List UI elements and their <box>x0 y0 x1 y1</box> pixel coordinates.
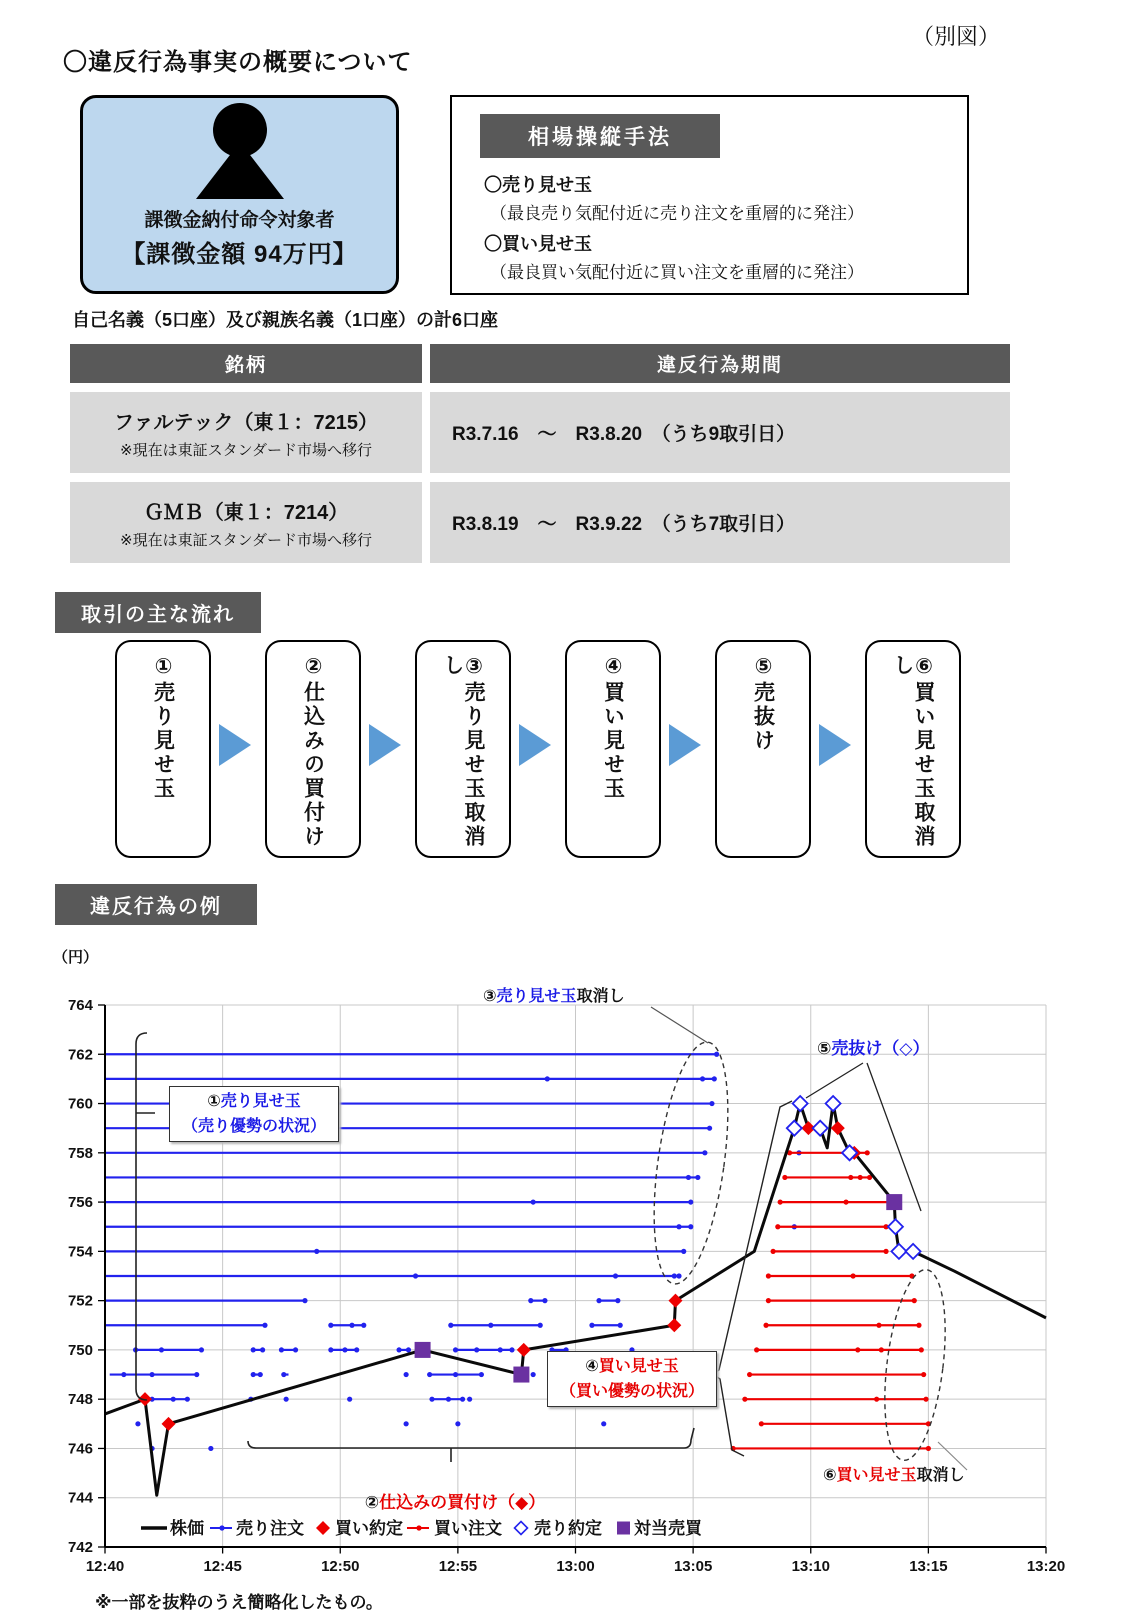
annotation-sell-layer <box>169 1086 339 1142</box>
annotation-num: ① <box>207 1093 221 1110</box>
flow-step-label: 買い見せ玉 <box>601 681 625 801</box>
sell-exec-icon <box>515 1522 528 1535</box>
brace-sell-layer <box>136 1033 155 1400</box>
legend-label: 売り注文 <box>236 1519 304 1538</box>
annotation-num: ④ <box>585 1358 599 1375</box>
x-tick-label: 12:45 <box>203 1558 242 1575</box>
cross-trade-icon <box>617 1522 630 1535</box>
flow-step-4 <box>565 640 661 858</box>
sell-execution-marker <box>826 1096 841 1111</box>
flow-step-label: 売り見せ玉 <box>151 681 175 801</box>
person-icon <box>170 98 310 203</box>
flow-step-label: 仕込みの買付け <box>301 681 325 849</box>
ellipse-cancel-sell <box>641 1038 740 1289</box>
method-items <box>484 165 954 283</box>
sell-execution-marker <box>888 1219 903 1234</box>
flow-step-5 <box>715 640 811 858</box>
flow-step-num: ② <box>301 654 325 681</box>
subject-label: 課徴金納付命令対象者 <box>144 210 335 231</box>
annotation-text: （売り優勢の状況） <box>181 1118 326 1135</box>
y-tick-label: 750 <box>67 1341 93 1359</box>
y-tick-label: 754 <box>67 1243 93 1261</box>
y-tick-label: 756 <box>67 1194 93 1212</box>
x-tick-label: 12:50 <box>321 1558 360 1575</box>
method-item-desc: （最良買い気配付近に買い注文を重層的に発注） <box>490 263 864 282</box>
legend-label: 売り約定 <box>534 1519 602 1538</box>
stock-name: ＧＭＢ（東１：7214） <box>143 501 349 524</box>
x-tick-label: 13:15 <box>909 1558 948 1575</box>
sell-execution-marker <box>793 1096 808 1111</box>
annotation-num: ③ <box>483 988 497 1005</box>
flow-step-num: ⑥ <box>912 654 935 681</box>
footnote: ※一部を抜粋のうえ簡略化したもの。 <box>95 1593 383 1612</box>
flow-step-6 <box>865 640 961 858</box>
annotation-cancel-sell <box>483 983 625 1006</box>
y-tick-label: 758 <box>67 1144 93 1162</box>
buy-execution-marker <box>831 1121 845 1135</box>
flow-step-2 <box>265 640 361 858</box>
x-tick-label: 12:40 <box>85 1558 125 1575</box>
chart-markers <box>138 1096 921 1431</box>
sell-execution-marker <box>906 1244 921 1259</box>
cross-trade-marker <box>513 1367 529 1383</box>
legend-label: 買い注文 <box>434 1519 502 1538</box>
x-tick-label: 13:05 <box>673 1558 713 1575</box>
x-tick-label: 13:20 <box>1026 1558 1066 1575</box>
cross-trade-marker <box>415 1342 431 1358</box>
ellipse-cancel-buy <box>876 1266 955 1463</box>
stock-note: ※現在は東証スタンダード市場へ移行 <box>120 441 372 459</box>
buy-execution-marker <box>667 1318 681 1332</box>
flow-arrow-icon <box>669 724 701 766</box>
annotation-text: 売り見せ玉 <box>220 1093 301 1110</box>
flow-step-num: ① <box>151 654 175 681</box>
subject-amount: 【課徴金額 94万円】 <box>121 241 358 268</box>
x-tick-label: 13:10 <box>791 1558 830 1575</box>
annotation-text: 売抜け（◇） <box>831 1039 930 1058</box>
annotation-text: 買い見せ玉 <box>836 1467 917 1484</box>
y-tick-label: 764 <box>67 997 93 1014</box>
annotation-text: 仕込みの買付け（◆） <box>379 1493 546 1512</box>
page-title: 〇違反行為事実の概要について <box>63 49 413 76</box>
flow-arrow-icon <box>369 724 401 766</box>
flow-step-num: ④ <box>601 654 625 681</box>
y-axis-unit: （円） <box>52 949 98 966</box>
annotation-buy-in <box>295 1488 615 1513</box>
method-header: 相場操縦手法 <box>480 114 720 158</box>
flow-section-header: 取引の主な流れ <box>55 592 261 633</box>
example-section-header: 違反行為の例 <box>55 884 257 925</box>
buy-execution-marker <box>668 1294 682 1308</box>
y-tick-label: 760 <box>67 1095 93 1113</box>
violation-example-chart <box>0 930 1125 1624</box>
annotation-text: 取消し <box>576 988 625 1005</box>
y-tick-label: 748 <box>67 1391 93 1409</box>
table-row-stock <box>70 482 422 563</box>
flow-arrow-icon <box>519 724 551 766</box>
sell-execution-marker <box>813 1121 828 1136</box>
legend-label: 株価 <box>170 1519 204 1538</box>
legend-label: 買い約定 <box>335 1519 403 1538</box>
stock-name: ファルテック（東１：7215） <box>113 411 379 434</box>
method-item-title: 〇買い見せ玉 <box>484 234 592 254</box>
flow-arrow-icon <box>819 724 851 766</box>
method-item-desc: （最良売り気配付近に売り注文を重層的に発注） <box>490 204 864 223</box>
flow-step-num: ⑤ <box>751 654 775 681</box>
stock-note: ※現在は東証スタンダード市場へ移行 <box>120 531 372 549</box>
page-tag: （別図） <box>912 24 1001 49</box>
buy-execution-marker <box>517 1343 531 1357</box>
buy-order-lines <box>731 1126 931 1451</box>
buy-execution-marker <box>162 1417 176 1431</box>
annotation-text: （買い優勢の状況） <box>559 1383 704 1400</box>
annotation-num: ② <box>364 1493 380 1512</box>
flow-step-label: 売り見せ玉取消し <box>441 654 485 849</box>
flow-step-3 <box>415 640 511 858</box>
table-row-stock <box>70 392 422 473</box>
flow-step-num: ③ <box>462 654 485 681</box>
cross-trade-marker <box>886 1194 902 1210</box>
y-tick-label: 742 <box>67 1539 93 1556</box>
flow-step-1 <box>115 640 211 858</box>
annotation-num: ⑤ <box>817 1039 832 1058</box>
table-header-stock: 銘柄 <box>70 344 422 383</box>
subject-box <box>80 95 399 294</box>
flow-step-label: 買い見せ玉取消し <box>891 654 935 849</box>
table-header-period: 違反行為期間 <box>430 344 1010 383</box>
flow-step-label: 売抜け <box>751 681 775 753</box>
method-box <box>450 95 969 295</box>
annotation-num: ⑥ <box>823 1467 837 1484</box>
chart-legend <box>141 1518 703 1538</box>
buy-exec-icon <box>316 1521 330 1535</box>
legend-label: 対当売買 <box>634 1519 702 1538</box>
table-row-period: R3.8.19 ～ R3.9.22 （うち7取引日） <box>430 482 1010 563</box>
annotation-sell-out <box>817 1034 929 1059</box>
brace-buy-in <box>248 1428 694 1462</box>
table-row-period: R3.7.16 ～ R3.8.20 （うち9取引日） <box>430 392 1010 473</box>
annotation-buy-layer <box>547 1351 717 1407</box>
annotation-text: 売り見せ玉 <box>496 988 577 1005</box>
sell-execution-marker <box>891 1244 906 1259</box>
sell-execution-marker <box>787 1121 802 1136</box>
x-tick-label: 13:00 <box>556 1558 595 1575</box>
y-tick-label: 746 <box>67 1440 93 1458</box>
accounts-note: 自己名義（5口座）及び親族名義（1口座）の計6口座 <box>72 310 499 330</box>
annotation-text: 買い見せ玉 <box>598 1358 679 1375</box>
y-tick-label: 744 <box>67 1489 93 1507</box>
method-item-title: 〇売り見せ玉 <box>484 175 592 195</box>
y-tick-label: 752 <box>67 1292 93 1310</box>
x-tick-label: 12:55 <box>438 1558 478 1575</box>
flow-arrow-icon <box>219 724 251 766</box>
annotation-text: 取消し <box>916 1467 965 1484</box>
y-tick-label: 762 <box>67 1046 93 1064</box>
annotation-cancel-buy <box>823 1462 965 1485</box>
leader-cancel-sell <box>651 1007 708 1043</box>
